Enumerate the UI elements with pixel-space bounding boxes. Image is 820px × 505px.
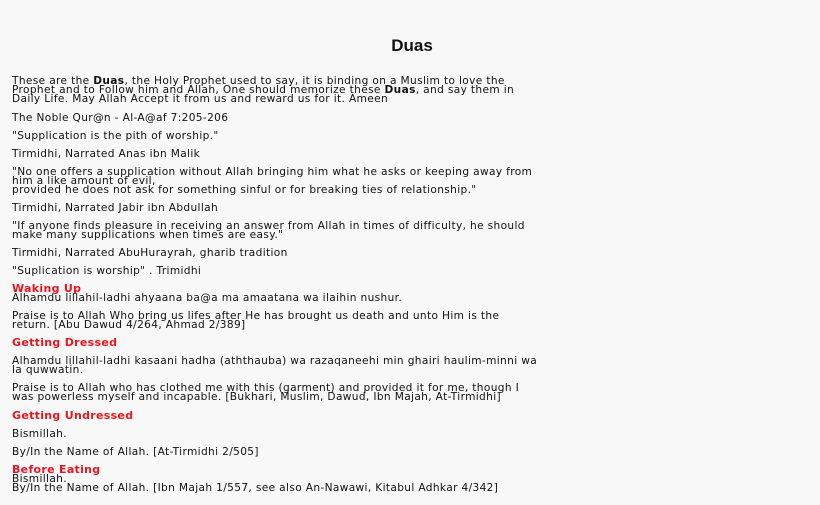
dua-getting-dressed: Alhamdu lillahil-ladhi kasaani hadha (aththauba) wa razaqaneehi min ghairi haulim-minni wa la quwwatin.: [12, 355, 538, 376]
quote-suplication-worship: "Suplication is worship" . Trimidhi: [12, 265, 202, 277]
dua-before-eating: Bismillah.: [12, 473, 67, 485]
intro-duas-bold-2: Duas: [384, 83, 416, 96]
translation-getting-undressed: By/In the Name of Allah. [At-Tirmidhi 2/505]: [12, 446, 259, 458]
translation-getting-dressed: Praise is to Allah who has clothed me with this (garment) and provided it for me, though I was powerless myself and incapable. [Bukhari, Muslim, Dawud, Ibn Majah, At-Tirmidhi]: [12, 382, 520, 403]
document-page: [12, 0, 812, 505]
narration-abuhurayrah: Tirmidhi, Narrated AbuHurayrah, gharib tradition: [12, 247, 288, 259]
quote-pleasure-answer: "If anyone finds pleasure in receiving an answer from Allah in times of difficulty, he should make many supplications when times are easy.": [12, 220, 525, 241]
heading-getting-dressed: Getting Dressed: [12, 336, 118, 349]
quran-reference: The Noble Qur@n - Al-A@af 7:205-206: [12, 112, 229, 124]
heading-before-eating: Before Eating: [12, 463, 101, 476]
dua-waking-up: Alhamdu lillahil-ladhi ahyaana ba@a ma amaatana wa ilaihin nushur.: [12, 292, 403, 304]
quote-no-one-offers: "No one offers a supplication without Allah bringing him what he asks or keeping away from him a like amount of evil, provided he does not ask for something sinful or for breaking ties of relationship.": [12, 166, 533, 196]
translation-before-eating: By/In the Name of Allah. [Ibn Majah 1/557, see also An-Nawawi, Kitabul Adhkar 4/342]: [12, 482, 499, 494]
dua-getting-undressed: Bismillah.: [12, 428, 67, 440]
intro-line-2: Prophet and to Follow him and Allah, One should memorize these Duas, and say them in: [12, 83, 515, 96]
narration-jabir: Tirmidhi, Narrated Jabir ibn Abdullah: [12, 202, 219, 214]
translation-waking-up: Praise is to Allah Who bring us lifes after He has brought us death and unto Him is the return. [Abu Dawud 4/264, Ahmad 2/389]: [12, 310, 500, 331]
page-title: Duas: [391, 36, 433, 55]
intro-paragraph: [12, 77, 812, 103]
narration-anas: Tirmidhi, Narrated Anas ibn Malik: [12, 148, 201, 160]
intro-line-3: Daily Life. May Allah Accept it from us and reward us for it. Ameen: [12, 92, 389, 105]
intro-line-1: These are the Duas, the Holy Prophet used to say, it is binding on a Muslim to love the: [12, 75, 505, 87]
quote-supplication-pith: "Supplication is the pith of worship.": [12, 130, 219, 142]
heading-getting-undressed: Getting Undressed: [12, 409, 134, 422]
heading-waking-up: Waking Up: [12, 282, 82, 295]
intro-duas-bold-1: Duas: [93, 75, 125, 87]
